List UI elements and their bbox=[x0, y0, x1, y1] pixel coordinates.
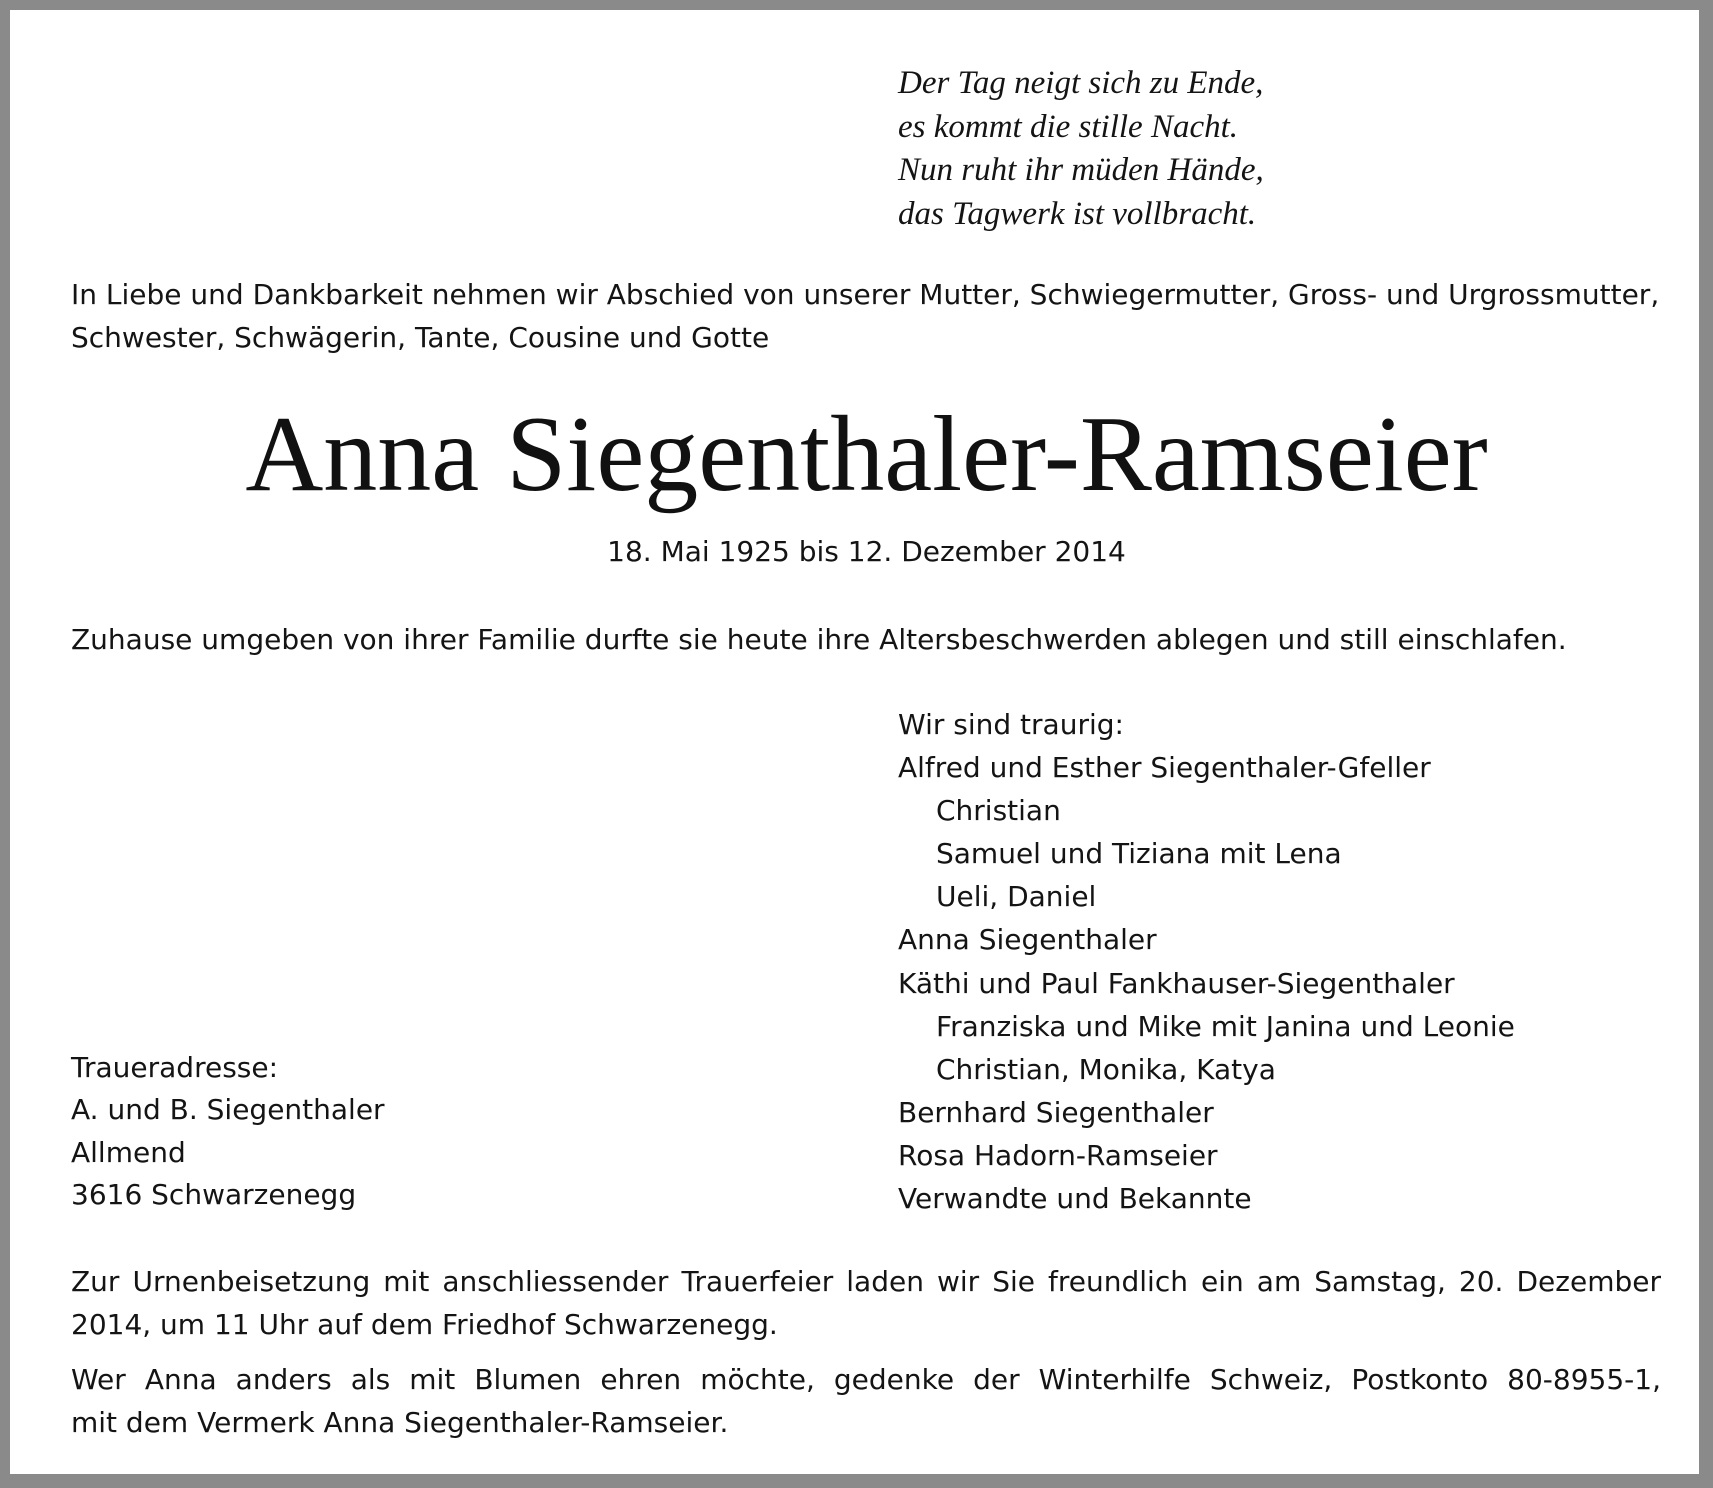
mourner-entry: Verwandte und Bekannte bbox=[898, 1182, 1252, 1216]
donation-line: Wer Anna anders als mit Blumen ehren möchte, gedenke der Winterhilfe Schweiz, Postkonto 80-8955-1, bbox=[71, 1363, 1661, 1396]
poem-line: Nun ruht ihr müden Hände, bbox=[898, 152, 1264, 188]
mourners-heading: Wir sind traurig: bbox=[898, 708, 1124, 741]
intro-line: Schwester, Schwägerin, Tante, Cousine und Gotte bbox=[71, 321, 770, 354]
donation-text bbox=[71, 1359, 1661, 1444]
mourner-entry: Käthi und Paul Fankhauser-Siegenthaler bbox=[898, 966, 1455, 1000]
address-line: A. und B. Siegenthaler bbox=[71, 1093, 385, 1127]
mourner-entry: Bernhard Siegenthaler bbox=[898, 1095, 1214, 1129]
mourner-entry: Alfred und Esther Siegenthaler-Gfeller bbox=[898, 751, 1431, 785]
mourner-entry: Christian, Monika, Katya bbox=[936, 1052, 1276, 1086]
mourner-entry: Rosa Hadorn-Ramseier bbox=[898, 1138, 1218, 1172]
intro-text bbox=[71, 273, 1671, 359]
poem-line: das Tagwerk ist vollbracht. bbox=[898, 195, 1257, 232]
ceremony-line: 2014, um 11 Uhr auf dem Friedhof Schwarzenegg. bbox=[71, 1307, 778, 1341]
address-label: Traueradresse: bbox=[71, 1051, 279, 1084]
mourner-entry: Samuel und Tiziana mit Lena bbox=[936, 837, 1342, 871]
mourner-entry: Anna Siegenthaler bbox=[898, 923, 1157, 957]
poem-line: Der Tag neigt sich zu Ende, bbox=[898, 65, 1264, 101]
deceased-name: Anna Siegenthaler-Ramseier bbox=[245, 395, 1488, 514]
ceremony-text bbox=[71, 1261, 1661, 1346]
mourner-entry: Ueli, Daniel bbox=[936, 880, 1097, 914]
poem bbox=[898, 62, 1264, 236]
mourner-entry: Christian bbox=[936, 794, 1061, 828]
poem-line: es kommt die stille Nacht. bbox=[898, 108, 1239, 145]
intro-line: In Liebe und Dankbarkeit nehmen wir Abschied von unserer Mutter, Schwiegermutter, Gross- und Urgrossmutter, bbox=[71, 278, 1660, 311]
passing-text: Zuhause umgeben von ihrer Familie durfte sie heute ihre Altersbeschwerden ablegen und still einschlafen. bbox=[71, 623, 1567, 656]
donation-line: mit dem Vermerk Anna Siegenthaler-Ramseier. bbox=[71, 1405, 729, 1439]
mourner-entry: Franziska und Mike mit Janina und Leonie bbox=[936, 1009, 1515, 1043]
mourners-list bbox=[898, 703, 1515, 1220]
mourning-address bbox=[71, 1047, 385, 1216]
address-line: Allmend bbox=[71, 1135, 186, 1169]
ceremony-line: Zur Urnenbeisetzung mit anschliessender Trauerfeier laden wir Sie freundlich ein am Samstag, 20. Dezember bbox=[71, 1265, 1661, 1298]
life-dates: 18. Mai 1925 bis 12. Dezember 2014 bbox=[607, 535, 1126, 568]
address-line: 3616 Schwarzenegg bbox=[71, 1177, 357, 1211]
